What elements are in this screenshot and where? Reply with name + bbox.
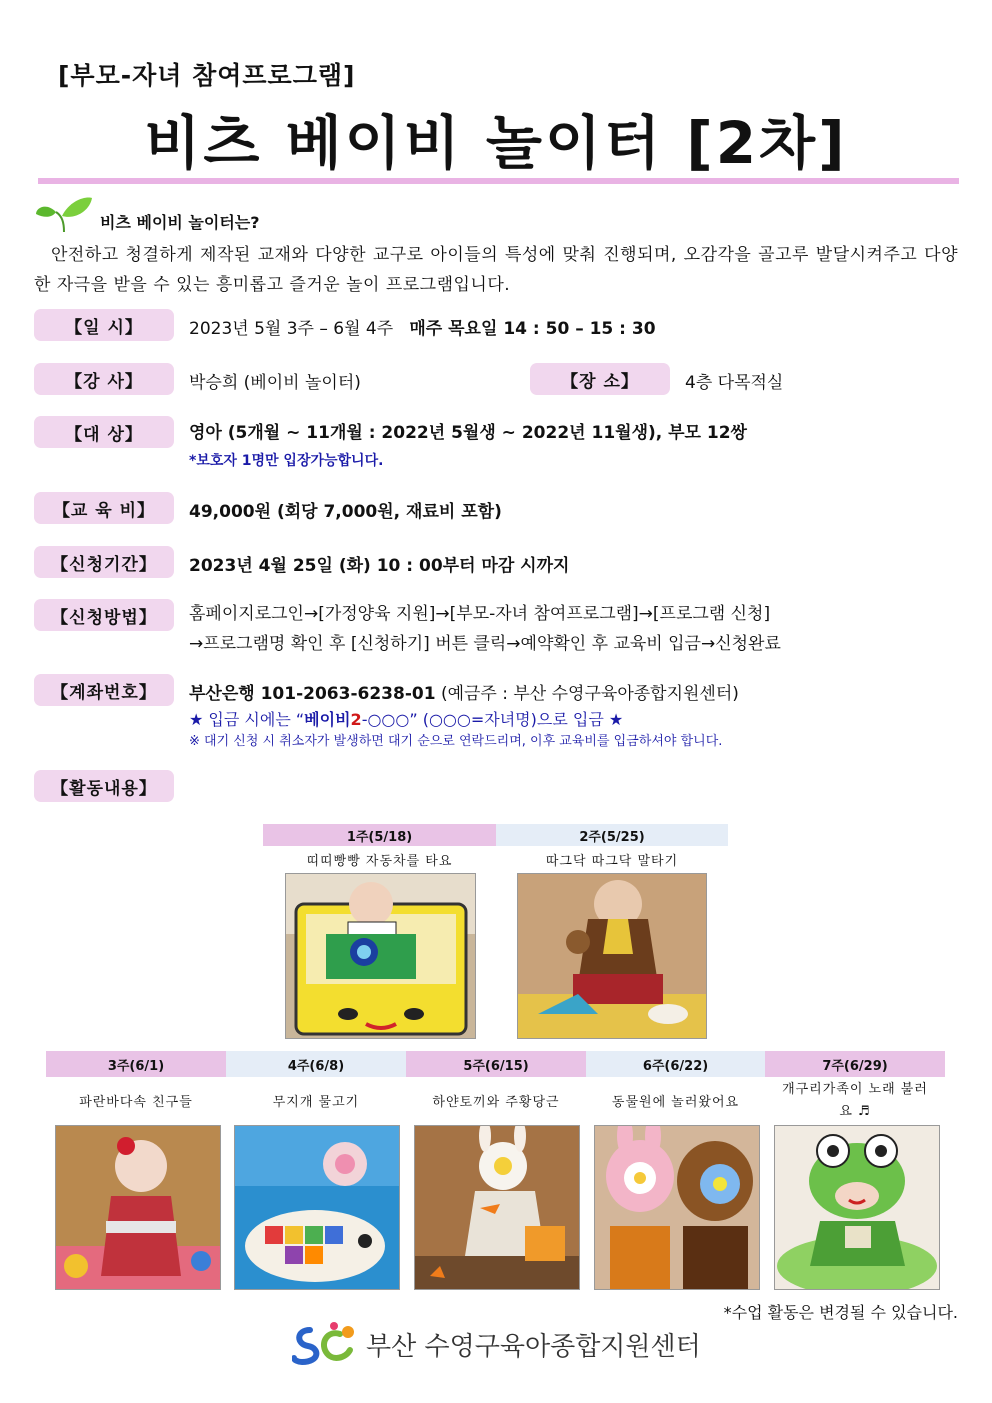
week-activity: 하얀토끼와 주황당근 [432, 1095, 560, 1110]
deposit-number: 2 [350, 710, 362, 729]
org-logo-icon [292, 1322, 358, 1366]
activity-label: 【활동내용】 [34, 770, 174, 802]
activity-photo-week3 [55, 1125, 221, 1290]
change-notice: *수업 활동은 변경될 수 있습니다. [723, 1303, 958, 1322]
org-logo [292, 1322, 701, 1366]
account-holder: (예금주 : 부산 수영구육아종합지원센터) [440, 684, 739, 704]
period-value: 2023년 4월 25일 (화) 10 : 00부터 마감 시까지 [189, 556, 570, 576]
org-name: 부산 수영구육아종합지원센터 [366, 1331, 701, 1362]
week-column [496, 824, 728, 869]
place-label: 【장 소】 [530, 363, 670, 395]
week-column [586, 1051, 765, 1123]
activity-photo-week5 [414, 1125, 580, 1290]
week-header: 6주(6/22) [586, 1051, 765, 1077]
account-number: 부산은행 101-2063-6238-01 [189, 684, 436, 704]
week-activity: 개구리가족이 노래 불러요 ♬ [782, 1082, 928, 1119]
activity-photo-week4 [234, 1125, 400, 1290]
period-label: 【신청기간】 [34, 546, 174, 578]
week-header: 4주(6/8) [226, 1051, 406, 1077]
activity-photo-week1 [285, 873, 476, 1039]
weeks-top-table [263, 824, 728, 869]
deposit-instruction [189, 707, 623, 730]
deposit-pre: ★ 입금 시에는 “ [189, 710, 305, 729]
week-column [406, 1051, 586, 1123]
deposit-name: 베이비 [304, 710, 351, 729]
week-activity: 파란바다속 친구들 [79, 1095, 193, 1110]
target-label: 【대 상】 [34, 416, 174, 448]
week-activity: 띠띠빵빵 자동차를 타요 [306, 854, 453, 869]
week-header: 5주(6/15) [406, 1051, 586, 1077]
date-info [189, 314, 656, 339]
deposit-post: -○○○” (○○○=자녀명)으로 입금 ★ [361, 710, 624, 729]
account-info [189, 679, 739, 704]
intro-heading: 비츠 베이비 놀이터는? [100, 213, 260, 232]
method-line-2: →프로그램명 확인 후 [신청하기] 버튼 클릭→예약확인 후 교육비 입금→신청완료 [189, 634, 781, 654]
target-note: *보호자 1명만 입장가능합니다. [189, 453, 384, 469]
fee-label: 【교 육 비】 [34, 492, 174, 524]
week-header: 3주(6/1) [46, 1051, 226, 1077]
place-value: 4층 다목적실 [685, 373, 784, 393]
method-line-1: 홈페이지로그인→[가정양육 지원]→[부모-자녀 참여프로그램]→[프로그램 신청] [189, 604, 771, 624]
date-time: 매주 목요일 14 : 50 – 15 : 30 [409, 319, 656, 339]
account-label: 【계좌번호】 [34, 674, 174, 706]
week-header: 1주(5/18) [263, 824, 496, 846]
week-column [46, 1051, 226, 1123]
date-range: 2023년 5월 3주 – 6월 4주 [189, 319, 394, 339]
week-header: 2주(5/25) [496, 824, 728, 846]
program-category: [부모-자녀 참여프로그램] [58, 61, 356, 90]
activity-photo-week7 [774, 1125, 940, 1290]
week-column [263, 824, 496, 869]
week-column [765, 1051, 945, 1123]
weeks-bottom-table [46, 1051, 945, 1123]
page-title: 비츠 베이비 놀이터 [2차] [144, 109, 848, 177]
week-header: 7주(6/29) [765, 1051, 945, 1077]
week-activity: 무지개 물고기 [272, 1095, 360, 1110]
intro-text: 안전하고 청결하게 제작된 교재와 다양한 교구로 아이들의 특성에 맞춰 진행되며, 오감각을 골고루 발달시켜주고 다양한 자극을 받을 수 있는 흥미롭고 즐거운 놀이 프로그램입니다. [34, 245, 958, 295]
sprout-icon [34, 194, 94, 234]
instructor-value: 박승희 (베이비 놀이터) [189, 373, 361, 393]
week-activity: 동물원에 놀러왔어요 [611, 1095, 740, 1110]
target-value: 영아 (5개월 ~ 11개월 : 2022년 5월생 ~ 2022년 11월생), 부모 12쌍 [189, 423, 747, 443]
activity-photo-week2 [517, 873, 707, 1039]
instructor-label: 【강 사】 [34, 363, 174, 395]
title-divider [38, 178, 959, 184]
method-label: 【신청방법】 [34, 599, 174, 631]
waitlist-note: ※ 대기 신청 시 취소자가 발생하면 대기 순으로 연락드리며, 이후 교육비를 입금하셔야 합니다. [189, 734, 723, 749]
week-column [226, 1051, 406, 1123]
fee-value: 49,000원 (회당 7,000원, 재료비 포함) [189, 502, 502, 522]
week-activity: 따그닥 따그닥 말타기 [545, 854, 679, 869]
date-label: 【일 시】 [34, 309, 174, 341]
activity-photo-week6 [594, 1125, 760, 1290]
